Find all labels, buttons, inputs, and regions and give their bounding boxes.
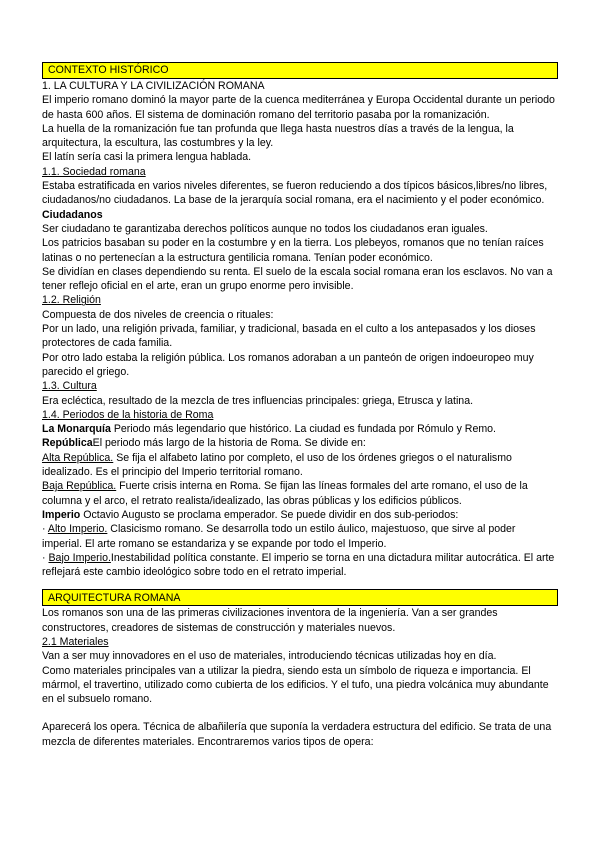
subheading-periodos: 1.4. Periodos de la historia de Roma bbox=[42, 408, 214, 421]
paragraph: Era ecléctica, resultado de la mezcla de tres influencias principales: griega, Etrusca y latina. bbox=[42, 394, 474, 407]
period-alto-imperio bbox=[42, 522, 558, 551]
period-republica bbox=[42, 436, 558, 450]
period-label: Alto Imperio. bbox=[47, 523, 108, 536]
paragraph: Van a ser muy innovadores en el uso de materiales, introduciendo técnicas utilizadas hoy en día. bbox=[42, 650, 497, 663]
period-label: La Monarquía bbox=[42, 423, 111, 436]
period-text: Clasicismo romano. Se desarrolla todo un estilo áulico, majestuoso, que sirve al poder imperial. El arte romano se estandariza y se expande por todo el Imperio. bbox=[42, 523, 516, 550]
paragraph: El imperio romano dominó la mayor parte de la cuenca mediterránea y Europa Occidental durante un periodo de hasta 600 años. El sistema de dominación romano del territorio pasaba por la romanización. bbox=[42, 94, 555, 121]
banner-title: CONTEXTO HISTÓRICO bbox=[48, 64, 169, 77]
heading-cultura: 1. LA CULTURA Y LA CIVILIZACIÓN ROMANA bbox=[42, 80, 265, 92]
period-text: Fuerte crisis interna en Roma. Se fijan las líneas formales del arte romano, el uso de la columna y el arco, el retrato realista/idealizado, las obras públicas y los edificios públicos. bbox=[42, 480, 528, 507]
paragraph: Estaba estratificada en varios niveles diferentes, se fueron reduciendo a dos típicos básicos,libres/no libres, ciudadanos/no ciudadanos. La base de la jerarquía social romana, era el nacimiento y el poder económico. bbox=[42, 180, 548, 207]
bullet: · bbox=[42, 523, 48, 536]
period-label: Baja República. bbox=[42, 480, 117, 493]
period-label: Bajo Imperio. bbox=[48, 551, 111, 564]
period-label: Imperio bbox=[42, 508, 81, 521]
paragraph: La huella de la romanización fue tan profunda que llega hasta nuestros días a través de la lengua, la arquitectura, la escultura, las costumbres y la ley. bbox=[42, 122, 514, 150]
period-text: Se fija el alfabeto latino por completo, el uso de los órdenes griegos o el naturalismo idealizado. Es el principio del Imperio territorial romano. bbox=[42, 451, 512, 479]
paragraph: Por otro lado estaba la religión pública. Los romanos adoraban a un panteón de origen indoeuropeo muy parecido el griego. bbox=[42, 351, 534, 378]
period-imperio bbox=[42, 508, 558, 522]
subheading-cultura: 1.3. Cultura bbox=[42, 380, 97, 393]
period-text: Octavio Augusto se proclama emperador. Se puede dividir en dos sub-periodos: bbox=[80, 508, 459, 521]
period-text: Periodo más legendario que histórico. La ciudad es fundada por Rómulo y Remo. bbox=[110, 423, 497, 436]
paragraph: Los romanos son una de las primeras civilizaciones inventora de la ingeniería. Van a ser grandes constructores, creadores de sistemas de construcción y materiales nuevos. bbox=[42, 607, 498, 634]
period-label: República bbox=[42, 437, 93, 450]
period-label: Alta República. bbox=[42, 451, 114, 464]
paragraph: El latín sería casi la primera lengua hablada. bbox=[42, 151, 252, 164]
period-text: El periodo más largo de la historia de Roma. Se divide en: bbox=[92, 437, 366, 450]
banner-title: ARQUITECTURA ROMANA bbox=[48, 591, 181, 604]
paragraph: Los patricios basaban su poder en la costumbre y en la tierra. Los plebeyos, romanos que no tenían raíces latinas o no pertenecían a la estructura gentilicia romana. Tenían poder económico. bbox=[42, 237, 544, 264]
period-baja-republica bbox=[42, 479, 558, 508]
paragraph: Se dividían en clases dependiendo su renta. El suelo de la escala social romana eran los esclavos. No van a tener reflejo oficial en el arte, eran un grupo enorme pero invisible. bbox=[42, 265, 553, 293]
paragraph: Compuesta de dos niveles de creencia o rituales: bbox=[42, 308, 274, 321]
paragraph: Como materiales principales van a utilizar la piedra, siendo esta un símbolo de riqueza e importancia. El mármol, el travertino, utilizado como cubierta de los edificios. Y el tufo, una piedra volcánica muy abundante en el subsuelo romano. bbox=[42, 664, 549, 706]
paragraph: Ser ciudadano te garantizaba derechos políticos aunque no todos los ciudadanos eran iguales. bbox=[42, 222, 488, 235]
section-banner-contexto bbox=[42, 62, 558, 79]
bullet: · bbox=[42, 551, 49, 564]
paragraph: Por un lado, una religión privada, familiar, y tradicional, basada en el culto a los antepasados y los dioses protectores de cada familia. bbox=[42, 323, 536, 350]
period-monarquia bbox=[42, 422, 558, 436]
period-text: Inestabilidad política constante. El imperio se torna en una dictadura militar autocrática. El arte reflejará este cambio ideológico sobre todo en el retrato imperial. bbox=[42, 551, 555, 579]
period-alta-republica bbox=[42, 451, 558, 480]
subheading-religion: 1.2. Religión bbox=[42, 294, 101, 307]
subheading-sociedad: 1.1. Sociedad romana bbox=[42, 165, 146, 178]
period-bajo-imperio bbox=[42, 551, 558, 580]
section-banner-arquitectura bbox=[42, 589, 558, 606]
paragraph: Aparecerá los opera. Técnica de albañilería que suponía la verdadera estructura del edificio. Se trata de una mezcla de diferentes materiales. Encontraremos varios tipos de opera: bbox=[42, 721, 552, 748]
document-page bbox=[42, 62, 558, 749]
label-ciudadanos: Ciudadanos bbox=[42, 208, 103, 221]
subheading-materiales: 2.1 Materiales bbox=[42, 635, 109, 648]
